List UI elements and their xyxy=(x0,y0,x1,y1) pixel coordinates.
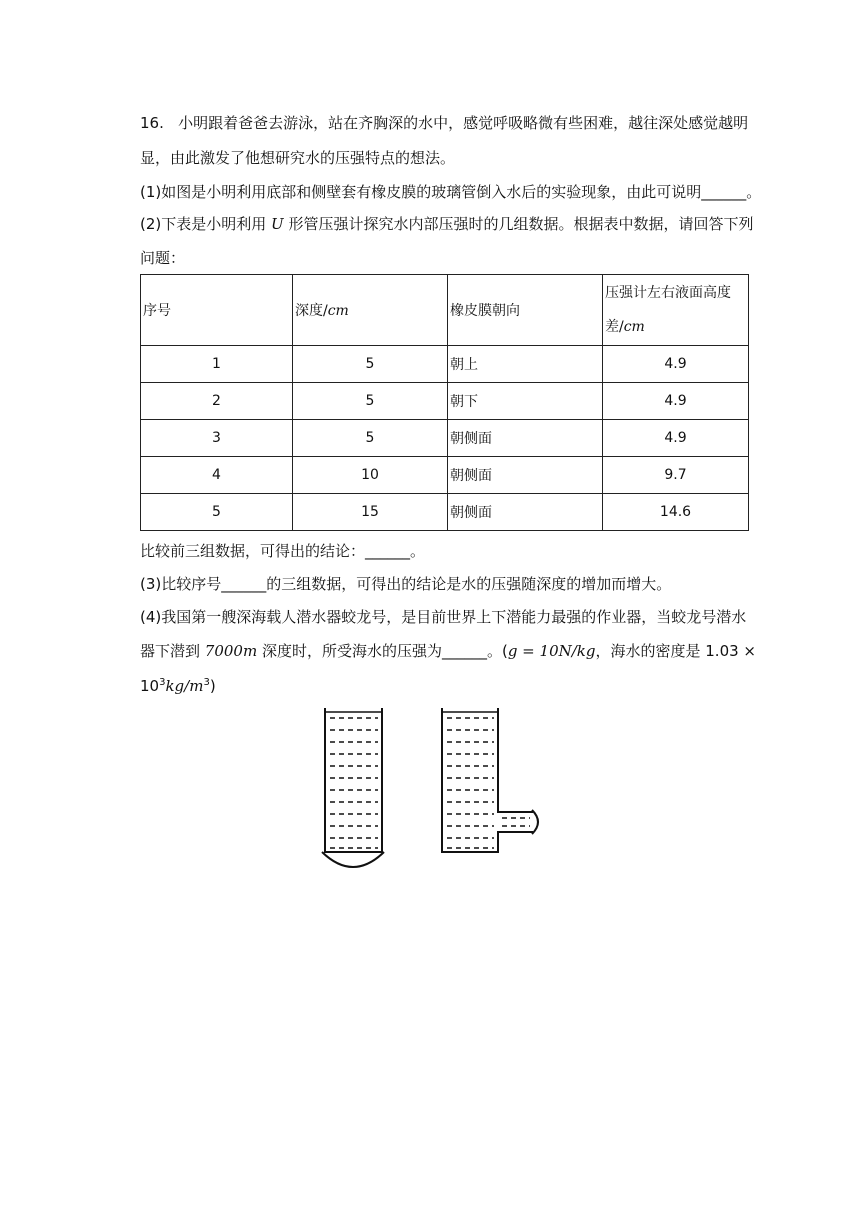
header-height-diff xyxy=(603,275,749,346)
part4-gravity: g = 10N/kg xyxy=(507,642,596,660)
cell-membrane: 朝侧面 xyxy=(448,494,603,531)
cell-index: 4 xyxy=(141,457,293,494)
density-close: ) xyxy=(209,677,216,695)
cell-index: 3 xyxy=(141,420,293,457)
cell-depth: 10 xyxy=(293,457,448,494)
table-row xyxy=(141,420,749,457)
cell-height-diff: 9.7 xyxy=(603,457,749,494)
tube-bottom-membrane xyxy=(322,708,384,867)
cell-height-diff: 4.9 xyxy=(603,420,749,457)
header-height-unit: cm xyxy=(623,319,645,335)
density-unit: kg/m xyxy=(165,677,204,695)
part2-text-b: 形管压强计探究水内部压强时的几组数据。根据表中数据，请回答下列 xyxy=(283,215,754,233)
part2-line2: 问题： xyxy=(140,249,186,267)
cell-index: 1 xyxy=(141,346,293,383)
part3-text: (3)比较序号______的三组数据，可得出的结论是水的压强随深度的增加而增大。 xyxy=(140,575,672,593)
part4-line3 xyxy=(140,676,216,699)
part2-u-symbol: U xyxy=(271,215,284,233)
cell-depth: 5 xyxy=(293,383,448,420)
header-height-label: 压强计左右液面高度 xyxy=(605,285,731,301)
cell-index: 2 xyxy=(141,383,293,420)
part2-line1 xyxy=(140,214,753,234)
cell-depth: 15 xyxy=(293,494,448,531)
glass-tubes-figure xyxy=(318,706,548,876)
cell-height-diff: 14.6 xyxy=(603,494,749,531)
part4-text-b: 深度时，所受海水的压强为______。( xyxy=(257,642,508,660)
tube-side-membrane xyxy=(442,708,538,852)
header-depth-label: 深度/ xyxy=(295,303,328,319)
cell-height-diff: 4.9 xyxy=(603,346,749,383)
question-number: 16. xyxy=(140,114,164,132)
table-header-row xyxy=(141,275,749,346)
header-depth xyxy=(293,275,448,346)
density-exponent: 3 xyxy=(159,677,166,688)
density-unit-exponent: 3 xyxy=(203,677,210,688)
part4-depth: 7000m xyxy=(204,642,258,660)
table-row xyxy=(141,494,749,531)
cell-depth: 5 xyxy=(293,346,448,383)
after-table-text: 比较前三组数据，可得出的结论：______。 xyxy=(140,542,426,560)
table-row xyxy=(141,457,749,494)
cell-membrane: 朝上 xyxy=(448,346,603,383)
part4-line2 xyxy=(140,641,756,661)
header-height-label2: 差/ xyxy=(605,319,624,335)
intro-text-1: 小明跟着爸爸去游泳，站在齐胸深的水中，感觉呼吸略微有些困难，越往深处感觉越明 xyxy=(178,114,749,132)
cell-membrane: 朝侧面 xyxy=(448,420,603,457)
header-membrane: 橡皮膜朝向 xyxy=(448,275,603,346)
table-row xyxy=(141,346,749,383)
cell-height-diff: 4.9 xyxy=(603,383,749,420)
cell-membrane: 朝侧面 xyxy=(448,457,603,494)
density-base: 10 xyxy=(140,677,160,695)
header-index: 序号 xyxy=(141,275,293,346)
cell-depth: 5 xyxy=(293,420,448,457)
part1-text: (1)如图是小明利用底部和侧壁套有橡皮膜的玻璃管倒入水后的实验现象，由此可说明______。 xyxy=(140,183,762,201)
question-intro-line1 xyxy=(140,113,748,133)
cell-membrane: 朝下 xyxy=(448,383,603,420)
part2-text-a: (2)下表是小明利用 xyxy=(140,215,272,233)
question-intro-line2: 显，由此激发了他想研究水的压强特点的想法。 xyxy=(140,149,456,167)
data-table xyxy=(140,274,749,531)
part4-text-c: ，海水的密度是 1.03 × xyxy=(595,642,756,660)
header-depth-unit: cm xyxy=(327,303,349,319)
part4-text-a: 器下潜到 xyxy=(140,642,205,660)
part4-line1: (4)我国第一艘深海载人潜水器蛟龙号，是目前世界上下潜能力最强的作业器，当蛟龙号潜水 xyxy=(140,608,747,626)
cell-index: 5 xyxy=(141,494,293,531)
table-row xyxy=(141,383,749,420)
